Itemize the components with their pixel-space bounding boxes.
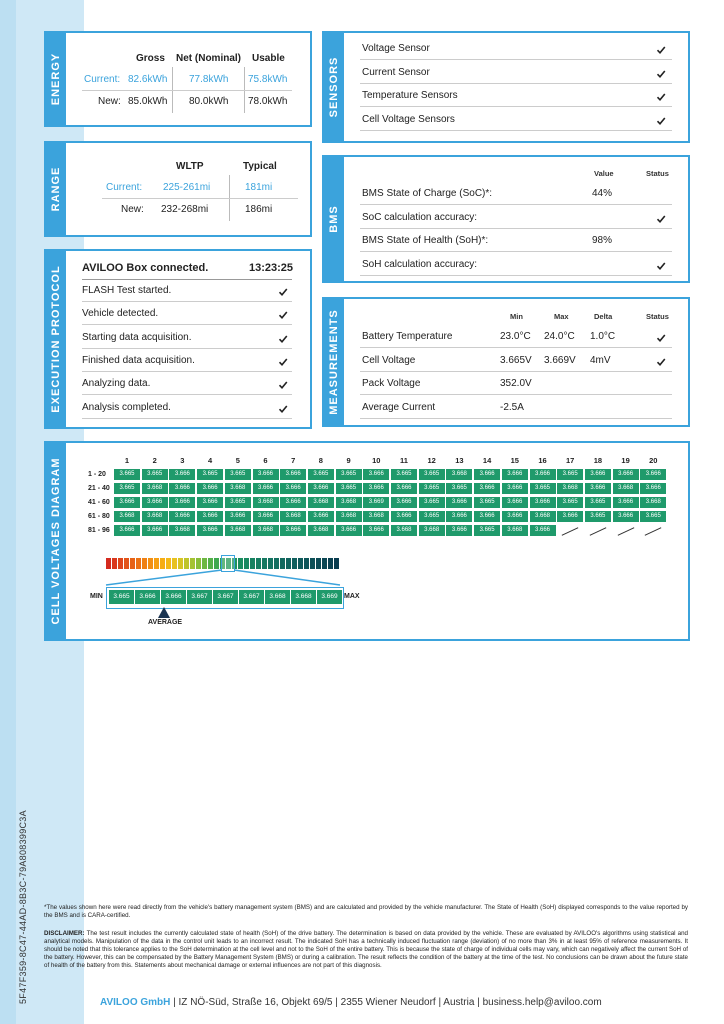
divider [82,371,292,372]
cell-voltage: 3.666 [142,497,168,508]
cell-voltage: 3.666 [502,497,528,508]
execution-header-time: 13:23:25 [249,262,294,274]
cell-voltage: 3.668 [169,525,195,536]
checkmark-icon [656,69,666,79]
bms-row-label: SoC calculation accuracy: [362,211,478,223]
divider [360,83,672,84]
cell-column-number: 14 [482,456,492,465]
sensor-item: Cell Voltage Sensors [362,113,455,125]
empty-cell-slash [562,527,579,536]
measurement-max: 24.0°C [544,331,575,342]
cell-column-number: 15 [510,456,519,465]
bms-header-status: Status [646,169,669,178]
range-current-label: Current: [106,182,143,193]
bms-panel [322,155,690,283]
execution-step: FLASH Test started. [82,285,172,296]
cell-voltage: 3.666 [253,511,279,522]
cell-voltage: 3.666 [308,511,334,522]
cell-voltages-panel [44,441,690,641]
cell-column-number: 4 [208,456,213,465]
zoom-lines [104,569,344,587]
gradient-segment [322,558,327,569]
gradient-segment [328,558,333,569]
cell-voltage: 3.668 [280,511,306,522]
divider [360,275,672,276]
gradient-segment [190,558,195,569]
cell-column-number: 3 [180,456,185,465]
cell-voltage: 3.668 [142,511,168,522]
energy-current-label: Current: [84,74,121,85]
cell-voltage: 3.668 [419,525,445,536]
energy-header-net: Net (Nominal) [176,53,241,64]
cell-voltage: 3.666 [169,483,195,494]
scale-box [106,587,344,609]
gradient-segment [130,558,135,569]
cell-voltage: 3.665 [114,469,140,480]
sensors-panel [322,31,690,143]
cell-voltage: 3.666 [308,483,334,494]
gradient-segment [286,558,291,569]
cell-voltage: 3.666 [530,525,556,536]
footer-company: AVILOO GmbH [100,997,171,1008]
cell-voltage: 3.668 [253,525,279,536]
divider [360,371,672,372]
cell-voltage: 3.666 [197,525,223,536]
cell-voltage: 3.666 [225,511,251,522]
gradient-segment [310,558,315,569]
checkmark-icon [656,116,666,126]
scale-value: 3.669 [317,590,342,604]
checkmark-icon [656,333,666,343]
execution-step: Starting data acquisition. [82,331,192,343]
cell-voltage: 3.665 [391,469,417,480]
bms-row-label: SoH calculation accuracy: [362,258,478,270]
gradient-segment [250,558,255,569]
gradient-segment [316,558,321,569]
gradient-segment [196,558,201,569]
energy-new-label: New: [98,96,121,107]
cell-voltage: 3.665 [585,497,611,508]
cell-voltage: 3.666 [585,483,611,494]
cell-voltage: 3.666 [557,511,583,522]
cell-voltage: 3.668 [502,525,528,536]
energy-header-usable: Usable [252,53,285,64]
checkmark-icon [656,45,666,55]
checkmark-icon [278,310,288,320]
cell-column-number: 12 [427,456,436,465]
cell-voltage: 3.666 [280,469,306,480]
gradient-segment [106,558,111,569]
divider [360,106,672,107]
gradient-segment [166,558,171,569]
cell-voltage: 3.668 [308,525,334,536]
gradient-segment [214,558,219,569]
cell-column-number: 11 [400,456,408,465]
gradient-segment [274,558,279,569]
gradient-segment [292,558,297,569]
divider [82,301,292,302]
gradient-segment [118,558,123,569]
cell-voltage: 3.666 [114,525,140,536]
checkmark-icon [278,380,288,390]
cell-column-number: 13 [455,456,464,465]
execution-header-label: AVILOO Box connected. [82,262,209,274]
cell-column-number: 20 [649,456,658,465]
cell-voltage: 3.668 [613,483,639,494]
cell-voltage: 3.665 [474,497,500,508]
checkmark-icon [278,287,288,297]
execution-panel [44,249,312,429]
footnote: *The values shown here were read directly from the vehicle's battery management system (BMS) and are calculated and provided by the vehicle manufacturer. The State of Health (SoH) displayed corresponds to the value reported by the BMS and is CARA-certified. [44,904,688,919]
cell-voltage: 3.665 [530,483,556,494]
cell-voltage: 3.666 [114,497,140,508]
cell-voltage: 3.669 [363,497,389,508]
footer [100,997,602,1008]
bms-row-value: 44% [592,188,613,199]
sensors-title: SENSORS [328,56,340,118]
gradient-segment [256,558,261,569]
cell-voltage: 3.665 [557,497,583,508]
cell-voltage: 3.665 [474,525,500,536]
cell-voltage: 3.666 [613,469,639,480]
divider [82,348,292,349]
range-new-typical: 186mi [245,204,273,215]
cell-voltage: 3.666 [280,525,306,536]
range-new-wltp: 232-268mi [161,204,209,215]
measurement-label: Average Current [362,401,436,413]
measurement-min: 3.665V [500,354,532,366]
execution-title: EXECUTION PROTOCOL [50,265,62,413]
cell-voltage: 3.665 [336,469,362,480]
checkmark-icon [656,261,666,271]
energy-panel [44,31,312,127]
cell-voltage: 3.665 [419,511,445,522]
cell-voltage: 3.665 [225,497,251,508]
cell-voltage: 3.666 [253,483,279,494]
cell-voltage: 3.666 [363,525,389,536]
execution-step: Analysis completed. [82,401,171,413]
gradient-segment [298,558,303,569]
average-marker-icon [158,607,170,618]
measurement-min: 23.0°C [500,331,531,342]
cell-voltage: 3.665 [308,469,334,480]
cell-voltage: 3.666 [336,525,362,536]
divider [360,204,672,205]
cell-voltage: 3.668 [363,511,389,522]
gradient-segment [148,558,153,569]
cell-voltage: 3.666 [502,483,528,494]
cell-voltage: 3.666 [391,497,417,508]
gradient-segment [304,558,309,569]
divider [82,324,292,325]
cell-voltage: 3.666 [391,483,417,494]
cell-voltage: 3.666 [530,497,556,508]
gradient-segment [262,558,267,569]
range-current-wltp: 225-261mi [163,182,211,193]
cell-voltage: 3.666 [446,497,472,508]
cell-voltage: 3.666 [640,483,666,494]
sensor-item: Voltage Sensor [362,43,430,54]
empty-cell-slash [590,527,607,536]
cell-voltage: 3.668 [308,497,334,508]
divider [360,59,672,60]
document-id: 5F47F359-8C47-44AD-8B3C-79A808399C3A [18,810,28,1004]
disclaimer [44,930,688,970]
cell-column-number: 6 [263,456,268,465]
cell-row-label: 81 - 96 [88,527,110,534]
measurement-min: -2.5A [500,401,524,413]
gradient-segment [142,558,147,569]
cell-voltage: 3.666 [502,469,528,480]
cell-column-number: 5 [235,456,240,465]
gradient-segment [208,558,213,569]
checkmark-icon [656,92,666,102]
scale-min-label: MIN [90,593,103,600]
bms-row-value: 98% [592,235,613,246]
bms-row-label: BMS State of Charge (SoC)*: [362,188,493,199]
gradient-segment [172,558,177,569]
cell-voltage: 3.666 [197,483,223,494]
cell-voltage: 3.665 [336,483,362,494]
measurement-delta: 4mV [590,354,611,366]
energy-new-net: 80.0kWh [189,96,229,107]
cell-voltage: 3.665 [142,469,168,480]
bms-header-value: Value [594,169,614,178]
cell-column-number: 9 [346,456,351,465]
energy-current-gross: 82.6kWh [128,74,168,85]
divider [360,130,672,131]
cell-voltage: 3.666 [391,511,417,522]
cell-voltage: 3.668 [446,469,472,480]
cell-column-number: 1 [124,456,130,465]
cell-voltage: 3.666 [446,525,472,536]
execution-step: Analyzing data. [82,378,151,390]
gradient-segment [154,558,159,569]
scale-max-label: MAX [344,593,360,600]
cell-voltage: 3.666 [613,497,639,508]
cell-column-number: 19 [621,456,630,465]
checkmark-icon [656,357,666,367]
divider [82,418,292,419]
cell-voltage: 3.665 [585,511,611,522]
cell-voltage: 3.665 [225,469,251,480]
empty-cell-slash [617,527,634,536]
scale-value: 3.668 [291,590,316,604]
cell-column-number: 8 [318,456,323,465]
meas-header-min: Min [510,312,523,321]
cell-row-label: 61 - 80 [88,513,110,520]
gradient-segment [112,558,117,569]
bms-row-label: BMS State of Health (SoH)*: [362,235,489,246]
gradient-segment [124,558,129,569]
cell-voltage: 3.666 [585,469,611,480]
cell-column-number: 17 [566,456,575,465]
cell-column-number: 18 [593,456,603,465]
cell-column-number: 2 [152,456,157,465]
measurement-delta: 1.0°C [590,331,616,342]
cell-voltage: 3.665 [640,511,666,522]
bms-title: BMS [328,205,340,233]
cell-voltage: 3.668 [530,511,556,522]
cell-voltage: 3.666 [446,511,472,522]
range-current-typical: 181mi [245,182,273,193]
divider [360,418,672,419]
gradient-segment [136,558,141,569]
cell-voltage: 3.666 [474,483,500,494]
cell-voltage: 3.666 [640,469,666,480]
measurement-min: 352.0V [500,378,532,389]
energy-header-gross: Gross [136,53,165,64]
cell-voltage: 3.668 [391,525,417,536]
checkmark-icon [278,357,288,367]
empty-cell-slash [645,527,662,536]
scale-value: 3.667 [213,590,238,604]
gradient-segment [178,558,183,569]
gradient-segment [280,558,285,569]
gradient-segment [160,558,165,569]
measurements-title: MEASUREMENTS [328,309,340,415]
divider [360,228,672,229]
cell-voltage: 3.666 [169,511,195,522]
cell-voltage: 3.666 [253,469,279,480]
cell-row-label: 41 - 60 [88,499,110,506]
gradient-segment [202,558,207,569]
energy-new-gross: 85.0kWh [128,96,168,107]
gradient-segment [184,558,189,569]
range-header-wltp: WLTP [176,161,204,172]
gradient-segment [244,558,249,569]
cell-voltage: 3.665 [114,483,140,494]
scale-value: 3.668 [265,590,290,604]
cell-column-number: 10 [372,456,381,465]
cell-voltage: 3.665 [446,483,472,494]
range-new-label: New: [121,204,144,215]
cell-voltage: 3.668 [225,525,251,536]
cell-voltage: 3.668 [336,511,362,522]
scale-value: 3.667 [239,590,264,604]
sensor-item: Temperature Sensors [362,90,458,101]
sensor-item: Current Sensor [362,66,430,78]
cell-voltage: 3.668 [114,511,140,522]
energy-new-usable: 78.0kWh [248,96,288,107]
cell-voltage: 3.665 [557,469,583,480]
measurement-label: Pack Voltage [362,378,421,389]
measurements-panel [322,297,690,427]
meas-header-delta: Delta [594,312,613,321]
gradient-segment [238,558,243,569]
average-label: AVERAGE [148,619,183,626]
divider [82,394,292,395]
cell-voltage: 3.666 [169,497,195,508]
execution-step: Finished data acquisition. [82,354,195,366]
measurement-max: 3.669V [544,354,576,366]
energy-current-usable: 75.8kWh [248,74,288,85]
divider [360,394,672,395]
disclaimer-label: DISCLAIMER: [44,930,85,937]
cell-voltage: 3.666 [280,483,306,494]
checkmark-icon [656,214,666,224]
cell-row-label: 21 - 40 [88,485,110,492]
cell-row-label: 1 - 20 [88,471,106,478]
cell-voltage: 3.668 [142,483,168,494]
cell-voltage: 3.666 [169,469,195,480]
energy-title: ENERGY [50,52,62,106]
cell-voltage: 3.668 [336,497,362,508]
cell-voltage: 3.665 [197,469,223,480]
meas-header-max: Max [554,312,569,321]
cell-voltage: 3.666 [142,525,168,536]
cell-voltage: 3.666 [363,483,389,494]
checkmark-icon [278,334,288,344]
disclaimer-text: The test result includes the currently calculated state of health (SoH) of the drive battery. The determination is based on data provided by the vehicle. These are evaluated by AVILOO's algorithms using statistical and analytical models. Manipulation of the data in the control unit leads to an incorrect result. The indicated SoH has a technically induced fluctuation range (deviation) of no more than 3% in at least 95% of reference measurements. It should be noted that this tolerance applies to the SoH determination at the cell level and not to the SoH of the entire battery. This is because the state of charge of individual cells may vary, which can negatively affect the current SoH of the battery. However, this can be compensated by the Battery Management System (BMS) or during a calibration. The result reflects the condition of the battery at the time of the test. No conclusions can be drawn about the future state of health of the battery from this. Statements about mechanical damage or external influences are not part of this diagnosis. [44,930,688,969]
cell-voltage: 3.668 [253,497,279,508]
cell-voltage: 3.666 [530,469,556,480]
scale-value: 3.666 [135,590,160,604]
scale-value: 3.665 [109,590,134,604]
cell-voltage: 3.668 [557,483,583,494]
cell-voltage: 3.666 [613,511,639,522]
divider [360,251,672,252]
scale-value: 3.666 [161,590,186,604]
divider [360,347,672,348]
cell-voltage: 3.665 [419,469,445,480]
cell-voltage: 3.666 [197,511,223,522]
cell-column-number: 16 [538,456,547,465]
range-header-typical: Typical [243,161,277,172]
cell-voltage: 3.668 [225,483,251,494]
range-title: RANGE [50,166,62,212]
checkmark-icon [278,404,288,414]
meas-header-status: Status [646,312,669,321]
gradient-segment [334,558,339,569]
cell-voltage: 3.666 [474,511,500,522]
footer-address: | IZ NÖ-Süd, Straße 16, Objekt 69/5 | 2355 Wiener Neudorf | Austria | business.help@aviloo.com [170,997,602,1008]
cell-voltages-title: CELL VOLTAGES DIAGRAM [50,457,62,625]
gradient-segment [268,558,273,569]
execution-step: Vehicle detected. [82,308,159,320]
energy-current-net: 77.8kWh [189,74,229,85]
cell-voltage: 3.666 [197,497,223,508]
cell-column-number: 7 [291,456,296,465]
cell-voltage: 3.668 [640,497,666,508]
measurement-label: Cell Voltage [362,354,416,366]
cell-voltage: 3.666 [502,511,528,522]
scale-value: 3.667 [187,590,212,604]
cell-voltage: 3.666 [474,469,500,480]
measurement-label: Battery Temperature [362,331,453,342]
cell-voltage: 3.666 [363,469,389,480]
cell-voltage: 3.665 [419,497,445,508]
cell-voltage: 3.666 [280,497,306,508]
range-panel [44,141,312,237]
cell-voltage: 3.665 [419,483,445,494]
